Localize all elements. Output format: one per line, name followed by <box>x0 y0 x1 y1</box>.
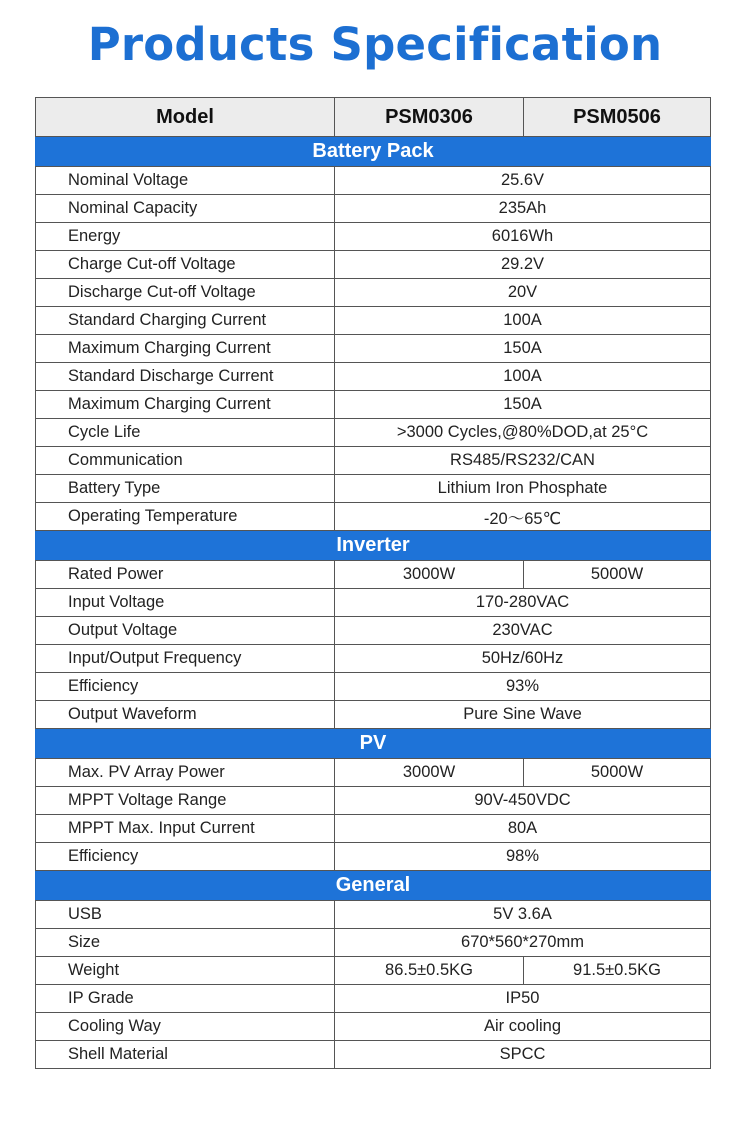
spec-label: Cooling Way <box>36 1013 335 1041</box>
spec-value-psm0306: 86.5±0.5KG <box>335 957 524 985</box>
spec-label: Cycle Life <box>36 419 335 447</box>
spec-table-body <box>36 98 711 1069</box>
spec-row <box>36 251 711 279</box>
model-header: Model <box>36 98 335 137</box>
spec-value: 670*560*270mm <box>335 929 711 957</box>
spec-value: 93% <box>335 673 711 701</box>
spec-table <box>35 97 711 1069</box>
spec-value-psm0506: 91.5±0.5KG <box>524 957 711 985</box>
spec-value: 25.6V <box>335 167 711 195</box>
section-header-pv <box>36 729 711 759</box>
spec-row <box>36 985 711 1013</box>
spec-value: Lithium Iron Phosphate <box>335 475 711 503</box>
spec-label: Energy <box>36 223 335 251</box>
spec-value: 150A <box>335 391 711 419</box>
spec-value: 80A <box>335 815 711 843</box>
spec-label: Maximum Charging Current <box>36 335 335 363</box>
section-header-general <box>36 871 711 901</box>
spec-label: Weight <box>36 957 335 985</box>
model-psm0306-header: PSM0306 <box>335 98 524 137</box>
spec-row <box>36 363 711 391</box>
spec-value: 98% <box>335 843 711 871</box>
spec-row <box>36 419 711 447</box>
section-header-battery-pack <box>36 137 711 167</box>
spec-value: 100A <box>335 307 711 335</box>
spec-label: Rated Power <box>36 561 335 589</box>
spec-row <box>36 929 711 957</box>
spec-value: -20～65℃ <box>335 503 711 531</box>
spec-row <box>36 307 711 335</box>
spec-label: Standard Discharge Current <box>36 363 335 391</box>
spec-label: Efficiency <box>36 843 335 871</box>
spec-row <box>36 335 711 363</box>
spec-value: 50Hz/60Hz <box>335 645 711 673</box>
spec-label: Discharge Cut-off Voltage <box>36 279 335 307</box>
spec-row <box>36 503 711 531</box>
spec-value: >3000 Cycles,@80%DOD,at 25°C <box>335 419 711 447</box>
spec-value: 230VAC <box>335 617 711 645</box>
spec-row <box>36 759 711 787</box>
section-title: General <box>36 871 711 901</box>
spec-value: 20V <box>335 279 711 307</box>
spec-row <box>36 279 711 307</box>
spec-row <box>36 1041 711 1069</box>
spec-label: Nominal Capacity <box>36 195 335 223</box>
spec-label: Output Voltage <box>36 617 335 645</box>
spec-label: Standard Charging Current <box>36 307 335 335</box>
spec-label: Input/Output Frequency <box>36 645 335 673</box>
spec-value: 235Ah <box>335 195 711 223</box>
table-header-row <box>36 98 711 137</box>
spec-row <box>36 223 711 251</box>
spec-row <box>36 957 711 985</box>
spec-label: USB <box>36 901 335 929</box>
spec-label: Shell Material <box>36 1041 335 1069</box>
spec-row <box>36 701 711 729</box>
spec-value: 170-280VAC <box>335 589 711 617</box>
section-title: Inverter <box>36 531 711 561</box>
section-title: Battery Pack <box>36 137 711 167</box>
spec-row <box>36 645 711 673</box>
spec-row <box>36 167 711 195</box>
spec-row <box>36 195 711 223</box>
spec-value: RS485/RS232/CAN <box>335 447 711 475</box>
spec-value: 150A <box>335 335 711 363</box>
spec-row <box>36 391 711 419</box>
spec-row <box>36 617 711 645</box>
spec-value: 29.2V <box>335 251 711 279</box>
spec-value-psm0306: 3000W <box>335 759 524 787</box>
spec-row <box>36 787 711 815</box>
spec-label: MPPT Voltage Range <box>36 787 335 815</box>
spec-label: MPPT Max. Input Current <box>36 815 335 843</box>
spec-label: Maximum Charging Current <box>36 391 335 419</box>
section-title: PV <box>36 729 711 759</box>
spec-value: 90V-450VDC <box>335 787 711 815</box>
section-header-inverter <box>36 531 711 561</box>
spec-label: Charge Cut-off Voltage <box>36 251 335 279</box>
spec-row <box>36 447 711 475</box>
spec-label: Communication <box>36 447 335 475</box>
page-title: Products Specification <box>87 18 663 71</box>
spec-label: Size <box>36 929 335 957</box>
spec-label: IP Grade <box>36 985 335 1013</box>
spec-value-psm0506: 5000W <box>524 759 711 787</box>
spec-row <box>36 561 711 589</box>
spec-label: Battery Type <box>36 475 335 503</box>
spec-label: Output Waveform <box>36 701 335 729</box>
spec-row <box>36 1013 711 1041</box>
spec-label: Input Voltage <box>36 589 335 617</box>
spec-value: 100A <box>335 363 711 391</box>
spec-value: 6016Wh <box>335 223 711 251</box>
model-psm0506-header: PSM0506 <box>524 98 711 137</box>
spec-row <box>36 673 711 701</box>
spec-label: Operating Temperature <box>36 503 335 531</box>
spec-value: Pure Sine Wave <box>335 701 711 729</box>
spec-label: Max. PV Array Power <box>36 759 335 787</box>
spec-value: Air cooling <box>335 1013 711 1041</box>
spec-value-psm0306: 3000W <box>335 561 524 589</box>
spec-row <box>36 843 711 871</box>
spec-label: Nominal Voltage <box>36 167 335 195</box>
spec-row <box>36 475 711 503</box>
spec-row <box>36 901 711 929</box>
spec-label: Efficiency <box>36 673 335 701</box>
spec-row <box>36 815 711 843</box>
spec-value: SPCC <box>335 1041 711 1069</box>
spec-value: IP50 <box>335 985 711 1013</box>
spec-value: 5V 3.6A <box>335 901 711 929</box>
spec-value-psm0506: 5000W <box>524 561 711 589</box>
spec-row <box>36 589 711 617</box>
